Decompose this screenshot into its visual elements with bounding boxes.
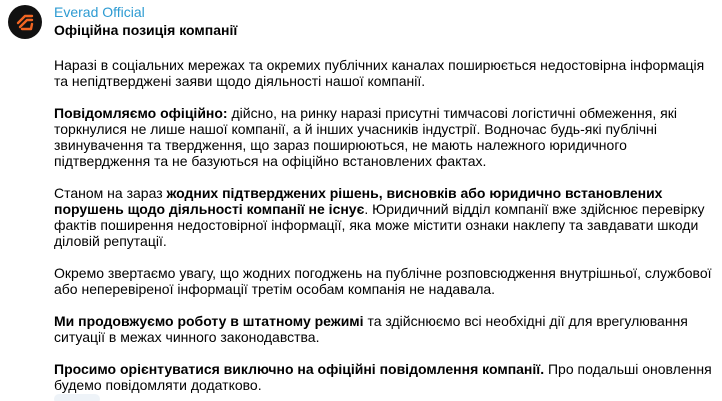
paragraph-2-bold: Повідомляємо офіційно:	[54, 105, 228, 121]
paragraph-6-bold: Просимо орієнтуватися виключно на офіційні повідомлення компанії.	[54, 361, 545, 377]
paragraph-5	[54, 313, 718, 345]
paragraph-3-bold: жодних підтверджених рішень, висновків або юридично встановлених порушень щодо діяльності компанії не існує	[54, 185, 663, 217]
paragraph-3-pre: Станом на зараз	[54, 185, 167, 201]
paragraph-3	[54, 185, 718, 249]
everad-logo-icon	[14, 11, 36, 33]
paragraph-5-bold: Ми продовжуємо роботу в штатному режимі	[54, 313, 364, 329]
paragraph-5-text: та здійснюємо всі необхідні дії для врегулювання ситуації в межах чинного законодавства.	[54, 313, 688, 345]
post-body	[54, 57, 718, 393]
post-title: Офіційна позиція компанії	[54, 22, 238, 38]
paragraph-1: Наразі в соціальних мережах та окремих публічних каналах поширюється недостовірна інформація та непідтверджені заяви щодо діяльності нашої компанії.	[54, 57, 705, 89]
paragraph-2	[54, 105, 718, 169]
channel-post	[54, 3, 718, 393]
channel-avatar[interactable]	[8, 5, 42, 39]
reactions-bar[interactable]	[54, 394, 100, 401]
paragraph-2-text: дійсно, на ринку наразі присутні тимчасові логістичні обмеження, які торкнулися не лише нашої компанії, а й інших учасників індустрії. Водночас будь-які публічні звинувачення та твердження, що зараз поширюються, не мають належного юридичного підтвердження та не базуються на офіційно встановлених фактах.	[54, 105, 677, 169]
paragraph-3-text: . Юридичний відділ компанії вже здійснює перевірку фактів поширення недостовірної інформації, яка може містити ознаки наклепу та завдавати шкоди діловій репутації.	[54, 201, 705, 249]
paragraph-6-text: Про подальші оновлення будемо повідомляти додатково.	[54, 361, 712, 393]
paragraph-6	[54, 361, 718, 393]
channel-name[interactable]: Everad Official	[54, 4, 145, 20]
paragraph-4: Окремо звертаємо увагу, що жодних погоджень на публічне розповсюдження внутрішньої, службової або неперевіреної інформації третім особам компанія не надавала.	[54, 265, 712, 297]
